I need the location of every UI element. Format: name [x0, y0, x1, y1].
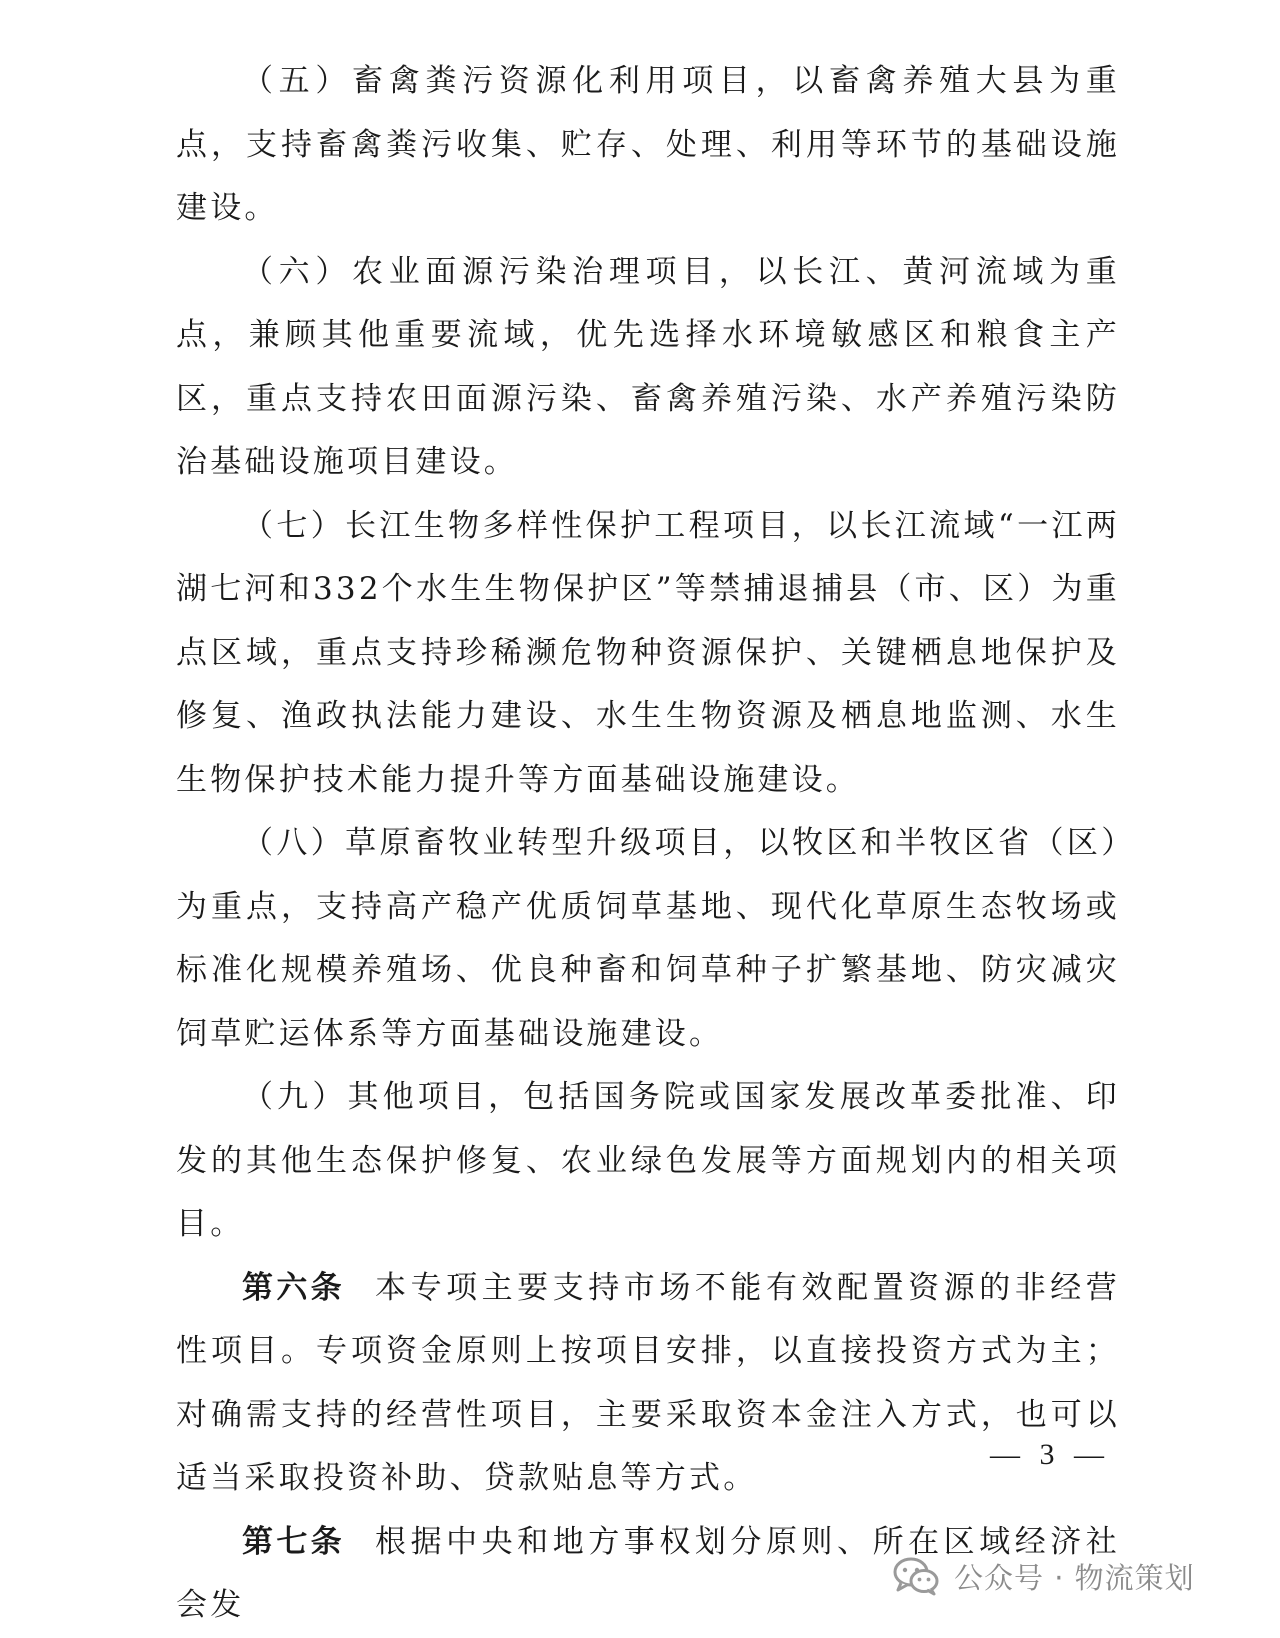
- article-text: 根据中央和地方事权划分原则、所在区域经济社会发: [176, 1523, 1121, 1623]
- article-heading: 第六条: [242, 1269, 346, 1306]
- paragraph-text: （九）其他项目，包括国务院或国家发展改革委批准、印发的其他生态保护修复、农业绿色发展等方面规划内的相关项目。: [176, 1079, 1120, 1242]
- page-number: — 3 —: [990, 1438, 1110, 1471]
- watermark-text: 公众号 · 物流策划: [954, 1560, 1195, 1595]
- document-body: [176, 50, 1120, 1638]
- paragraph-8: [176, 812, 1120, 1066]
- paragraph-text: （七）长江生物多样性保护工程项目，以长江流域“一江两湖七河和332个水生生物保护区”等禁捕退捕县（市、区）为重点区域，重点支持珍稀濒危物种资源保护、关键栖息地保护及修复、渔政执法能力建设、水生生物资源及栖息地监测、水生生物保护技术能力提升等方面基础设施建设。: [176, 507, 1120, 798]
- paragraph-5: [176, 50, 1120, 241]
- watermark: [892, 1554, 1195, 1598]
- article-6: [176, 1257, 1120, 1511]
- wechat-icon: [892, 1556, 940, 1596]
- article-text: 本专项主要支持市场不能有效配置资源的非经营性项目。专项资金原则上按项目安排，以直接投资方式为主；对确需支持的经营性项目，主要采取资本金注入方式，也可以适当采取投资补助、贷款贴息等方式。: [176, 1269, 1121, 1496]
- paragraph-7: [176, 495, 1120, 813]
- paragraph-text: （八）草原畜牧业转型升级项目，以牧区和半牧区省（区）为重点，支持高产稳产优质饲草基地、现代化草原生态牧场或标准化规模养殖场、优良种畜和饲草种子扩繁基地、防灾减灾饲草贮运体系等方面基础设施建设。: [176, 825, 1120, 1052]
- paragraph-text: （六）农业面源污染治理项目，以长江、黄河流域为重点，兼顾其他重要流域，优先选择水环境敏感区和粮食主产区，重点支持农田面源污染、畜禽养殖污染、水产养殖污染防治基础设施项目建设。: [176, 253, 1120, 480]
- paragraph-9: [176, 1066, 1120, 1257]
- article-heading: 第七条: [242, 1523, 346, 1560]
- paragraph-6: [176, 241, 1120, 495]
- paragraph-text: （五）畜禽粪污资源化利用项目，以畜禽养殖大县为重点，支持畜禽粪污收集、贮存、处理、利用等环节的基础设施建设。: [176, 63, 1120, 226]
